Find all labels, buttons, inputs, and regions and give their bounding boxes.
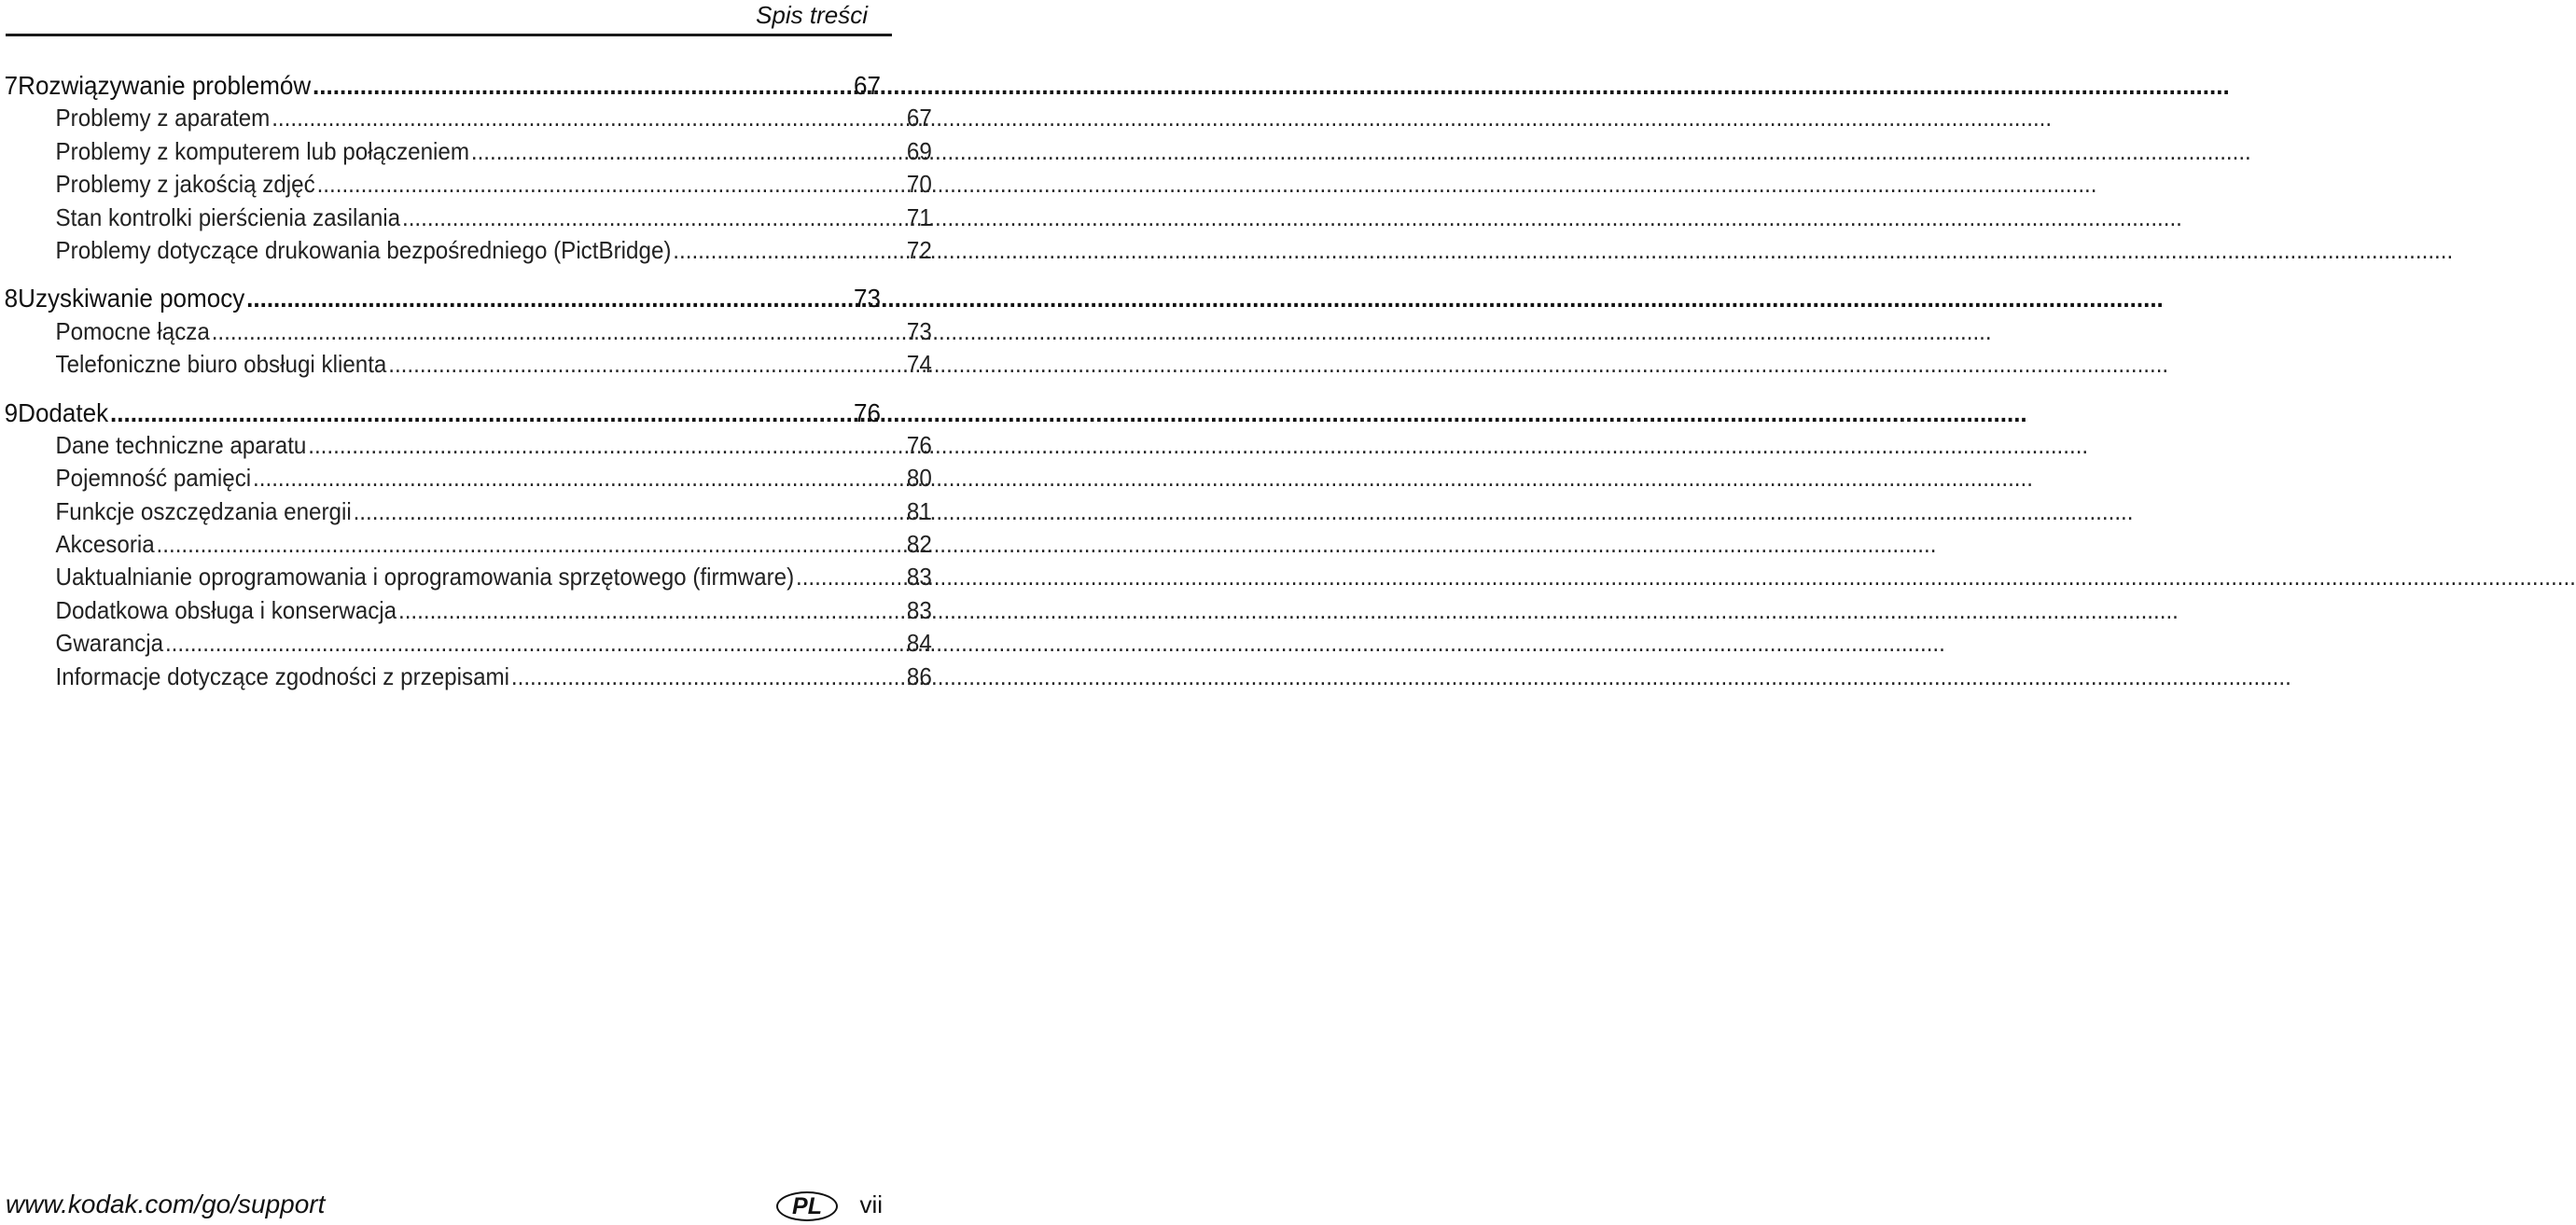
dot-leader <box>165 627 905 660</box>
page-number: 83 <box>906 595 932 624</box>
page-number: 84 <box>906 629 932 658</box>
toc-entry[interactable] <box>0 495 932 528</box>
dot-leader <box>253 462 905 494</box>
page-number: 83 <box>906 563 932 592</box>
entry-title: Problemy dotyczące drukowania bezpośredniego (PictBridge) <box>55 235 672 264</box>
page-number: 86 <box>906 661 932 690</box>
chapter-title: Uzyskiwanie pomocy <box>18 284 245 313</box>
entry-title: Problemy z jakością zdjęć <box>55 170 315 199</box>
page-number: 71 <box>906 202 932 231</box>
entry-title: Akcesoria <box>55 530 155 559</box>
page-header-title: Spis treści <box>756 1 868 29</box>
support-url-link[interactable]: www.kodak.com/go/support <box>6 1190 326 1218</box>
toc-entry[interactable] <box>0 627 932 660</box>
table-of-contents <box>0 69 932 708</box>
dot-leader <box>402 202 905 234</box>
chapter-number: 9 <box>4 397 19 427</box>
entry-title: Telefoniczne biuro obsługi klienta <box>55 350 387 379</box>
entry-title: Stan kontrolki pierścienia zasilania <box>55 202 401 231</box>
entry-title: Problemy z komputerem lub połączeniem <box>55 136 470 165</box>
dot-leader <box>354 495 905 528</box>
page-number: 67 <box>853 71 881 100</box>
toc-chapter-heading[interactable] <box>0 397 881 429</box>
toc-entry[interactable] <box>0 135 932 168</box>
dot-leader <box>212 315 905 348</box>
entry-title: Uaktualnianie oprogramowania i oprogramowania sprzętowego (firmware) <box>55 563 795 592</box>
entry-title: Problemy z aparatem <box>55 104 271 132</box>
dot-leader <box>308 429 905 462</box>
entry-title: Dane techniczne aparatu <box>55 430 307 459</box>
dot-leader <box>157 528 906 561</box>
toc-entry[interactable] <box>0 168 932 201</box>
page-number: 73 <box>853 284 881 313</box>
entry-title: Dodatkowa obsługa i konserwacja <box>55 595 397 624</box>
toc-entry[interactable] <box>0 234 932 267</box>
toc-entry[interactable] <box>0 528 932 561</box>
toc-entry[interactable] <box>0 315 932 348</box>
page-number: 67 <box>906 104 932 132</box>
toc-chapter-heading[interactable] <box>0 282 881 314</box>
dot-leader <box>796 561 905 593</box>
entry-title: Pojemność pamięci <box>55 464 252 493</box>
page-number: 81 <box>906 496 932 525</box>
toc-entry[interactable] <box>0 462 932 494</box>
page-number: 82 <box>906 530 932 559</box>
toc-chapter-9 <box>0 397 932 694</box>
page-number: 76 <box>906 430 932 459</box>
page-number: 80 <box>906 464 932 493</box>
toc-entry[interactable] <box>0 661 932 693</box>
header-divider <box>6 34 892 36</box>
toc-entry[interactable] <box>0 429 932 462</box>
chapter-number: 8 <box>4 284 19 313</box>
toc-entry[interactable] <box>0 202 932 234</box>
dot-leader <box>398 594 905 627</box>
toc-entry[interactable] <box>0 102 932 134</box>
dot-leader <box>272 102 905 134</box>
dot-leader <box>388 348 905 381</box>
toc-entry[interactable] <box>0 561 932 593</box>
toc-chapter-7 <box>0 69 932 267</box>
toc-chapter-heading[interactable] <box>0 69 881 102</box>
dot-leader <box>511 661 905 693</box>
chapter-number: 7 <box>4 71 19 100</box>
dot-leader <box>317 168 905 201</box>
dot-leader <box>673 234 905 267</box>
page-number: 76 <box>853 397 881 427</box>
page-number: 69 <box>906 136 932 165</box>
entry-title: Funkcje oszczędzania energii <box>55 496 352 525</box>
toc-entry[interactable] <box>0 348 932 381</box>
toc-entry[interactable] <box>0 594 932 627</box>
dot-leader <box>313 69 852 102</box>
page-number: 70 <box>906 170 932 199</box>
chapter-title: Rozwiązywanie problemów <box>18 71 312 100</box>
language-badge: PL <box>776 1191 838 1221</box>
entry-title: Pomocne łącza <box>55 316 210 345</box>
dot-leader <box>246 282 852 314</box>
entry-title: Informacje dotyczące zgodności z przepisami <box>55 661 510 690</box>
footer-page-number: vii <box>859 1190 883 1218</box>
dot-leader <box>110 397 852 429</box>
entry-title: Gwarancja <box>55 629 164 658</box>
chapter-title: Dodatek <box>18 397 109 427</box>
dot-leader <box>471 135 905 168</box>
page-number: 72 <box>906 235 932 264</box>
toc-chapter-8 <box>0 282 932 381</box>
page-number: 73 <box>906 316 932 345</box>
page-number: 74 <box>906 350 932 379</box>
